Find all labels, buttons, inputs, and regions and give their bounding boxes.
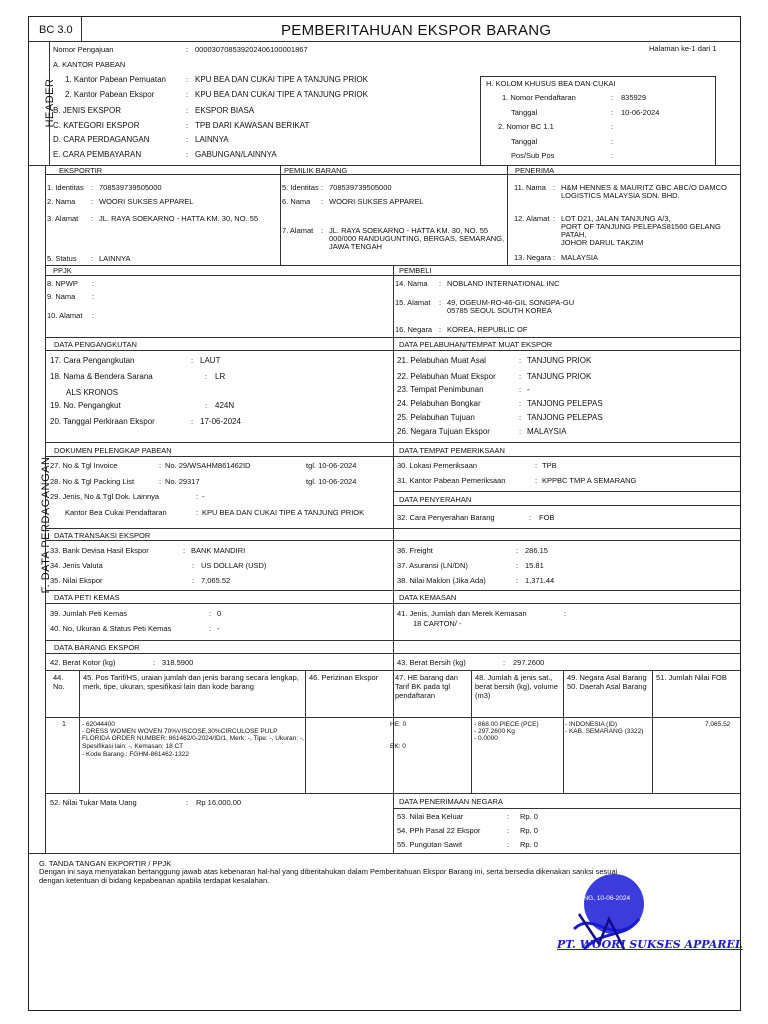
col-46-header: 46. Perizinan Ekspor xyxy=(309,673,379,682)
form-code: BC 3.0 xyxy=(39,24,73,36)
packing-tgl: tgl. 10-06-2024 xyxy=(306,477,357,486)
penerima-negara-value: MALAYSIA xyxy=(561,253,598,262)
signature-stamp-graphic xyxy=(554,869,664,969)
col-49-header: 49. Negara Asal Barang 50. Daerah Asal Barang xyxy=(567,673,647,691)
jumlah-peti-value: 0 xyxy=(217,609,222,618)
negara-tujuan-label: 26. Negara Tujuan Ekspor xyxy=(397,427,490,436)
col-51-header: 51. Jumlah Nilai FOB xyxy=(656,673,727,682)
row-he: HE: 0 xyxy=(390,721,407,728)
pemilik-identitas-label: 5. Identitas xyxy=(282,183,319,192)
berat-bersih-label: 43. Berat Bersih (kg) xyxy=(397,658,466,667)
muat-ekspor-value: TANJUNG PRIOK xyxy=(527,372,592,381)
kategori-ekspor-label: C. KATEGORI EKSPOR xyxy=(53,121,140,130)
bea-keluar-label: 53. Nilai Bea Keluar xyxy=(397,812,464,821)
jumlah-peti-label: 39. Jumlah Peti Kemas xyxy=(50,609,128,618)
company-stamp-text: PT. WOORI SUKSES APPAREL xyxy=(557,938,743,951)
lokasi-periksa-label: 30. Lokasi Pemeriksaan xyxy=(397,461,478,470)
eksportir-status-value: LAINNYA xyxy=(99,254,131,263)
pembeli-title: PEMBELI xyxy=(399,266,432,275)
jenis-ekspor-value: EKSPOR BIASA xyxy=(195,106,255,115)
bank-label: 33. Bank Devisa Hasil Ekspor xyxy=(50,546,149,555)
tanggal2-label: Tanggal xyxy=(511,137,538,146)
pemilik-nama-value: WOORI SUKSES APPAREL xyxy=(329,197,424,206)
nilai-ekspor-label: 35. Nilai Ekspor xyxy=(50,576,103,585)
cara-pembayaran-value: GABUNGAN/LAINNYA xyxy=(195,150,277,159)
penerima-alamat-4: JOHOR DARUL TAKZIM xyxy=(561,238,644,247)
kemasan-title: DATA KEMASAN xyxy=(399,593,457,602)
row-desc: - DRESS WOMEN WOVEN 70%VISCOSE,30%CIRCULOSE PULP FLORIDA ORDER NUMBER: 861462/0-2024/ID/1, Merk: -, Tipe: -, Ukuran: -, Spesifikasi lain: -, Kemasan: 18 CT xyxy=(82,728,304,750)
kantor-section: A. KANTOR PABEAN xyxy=(53,60,126,69)
pemilik-alamat-label: 7. Alamat xyxy=(282,226,314,235)
row-bk: BK: 0 xyxy=(390,743,406,750)
lokasi-periksa-value: TPB xyxy=(542,461,557,470)
cara-serah-value: FOB xyxy=(539,513,555,522)
asuransi-value: 15.81 xyxy=(525,561,544,570)
penerimaan-title: DATA PENERIMAAN NEGARA xyxy=(399,797,503,806)
penimbunan-label: 23. Tempat Penimbunan xyxy=(397,385,484,394)
kantor-pemuatan-label: 1. Kantor Pabean Pemuatan xyxy=(65,75,166,84)
eksportir-title: EKSPORTIR xyxy=(59,166,103,175)
customs-form: BC 3.0 PEMBERITAHUAN EKSPOR BARANG HEADER Nomor Pengajuan : 000030708539202406100001867 Halaman ke-1 dari 1 A. KANTOR PABEAN 1. Kantor Pabean Pemuatan : KPU BEA DAN CUKAI TIPE A TANJUNG PRIOK 2. Kantor Pabean Ekspor : KPU BEA DAN CUKAI TIPE A TANJUNG PRIOK B. JENIS EKSPOR : EKSPOR BIASA C. KATEGORI EKSPOR : TPB DARI KAWASAN BERIKAT D. CARA PERDAGANGAN : LAINNYA E. CARA PEMBAYARAN : GABUNGAN/LAINNYA H. KOLOM KHUSUS BEA DAN CUKAI 1. Nomor Pendaftaran : 835929 Tanggal : 10-06-2024 2. Nomor BC 1.1 : Tanggal : Pos/Sub Pos : EKSPORTIR PEMILIK BARANG PENERIMA 1. Identitas : 708539739505000 2. Nama : WOORI SUKSES APPAREL 3. Alamat : JL. RAYA SOEKARNO - HATTA KM. 30, NO. 55 5. Status : LAINNYA 5. Identitas : 708539739505000 6. Nama : WOORI SUKSES APPAREL 7. Alamat : JL. RAYA SOEKARNO - HATTA KM. 30, NO. 55 000/000 RANDUGUNTING, BERGAS, SEMARANG, JAWA TENGAH 11. Nama : H&M HENNES & MAURITZ GBC ABC/O DAMCO LOGISTICS MALAYSIA SDN. BHD. 12. Alamat : LOT D21, JALAN TANJUNG A/3, PORT OF TANJUNG PELEPAS81560 GELANG PATAH, JOHOR DARUL TAKZIM 13. Negara : MALAYSIA PPJK PEMBELI 8. NPWP : 9. Nama : 10. Alamat : 14. Nama : NOBLAND INTERNATIONAL INC 15. Alamat : 49, OGEUM-RO-46-GIL SONGPA-GU 05785 SEOUL SOUTH KOREA 16. Negara : KOREA, REPUBLIC OF F. DATA PERDAGANGAN DATA PENGANGKUTAN DATA PELABUHAN/TEMPAT MUAT EKSPOR 17. Cara Pengangkutan : LAUT 18. Nama & Bendera Sarana : LR ALS KRONOS 19. No. Pengangkut : 424N 20. Tanggal Perkiraan Ekspor : 17-06-2024 21. Pelabuhan Muat Asal : TANJUNG PRIOK 22. Pelabuhan Muat Ekspor : TANJUNG PRIOK 23. Tempat Penimbunan : - 24. Pelabuhan Bongkar : TANJONG PELEPAS 25. Pelabuhan Tujuan : TANJONG PELEPAS 26. Negara Tujuan Ekspor : MALAYSIA DOKUMEN PELENGKAP PABEAN DATA TEMPAT PEMERIKSAAN 27. No & Tgl Invoice : No. 29/WSAHM861462ID tgl. 10-06-2024 28. No & Tgl Packing List : No. 29317 tgl. 10-06-2024 29. Jenis, No & Tgl Dok. Lainnya : - Kantor Bea Cukai Pendaftaran : KPU BEA DAN CUKAI TIPE A TANJUNG PRIOK 30. Lokasi Pemeriksaan : TPB 31. Kantor Pabean Pemeriksaan : KPPBC TMP A SEMARANG DATA PENYERAHAN 32. Cara Penyerahan Barang : FOB DATA TRANSAKSI EKSPOR 33. Bank Devisa Hasil Ekspor : BANK MANDIRI 34. Jenis Valuta : US DOLLAR (USD) 35. Nilai Ekspor : 7,065.52 36. Freight : 286.15 37. Asuransi (LN/DN) : 15.81 38. Nilai Maklon (Jika Ada) : 1,371.44 DATA PETI KEMAS DATA KEMASAN 39. Jumlah Peti Kemas : 0 40. No, Ukuran & Status Peti Kemas : - 41. Jenis, Jumlah dan Merek Kemasan : 18 CARTON/ - DATA BARANG EKSPOR 42. Berat Kotor (kg) : 318.5900 43. Berat Bersih (kg) : 297.2600 44. No. 45. Pos Tarif/HS, uraian jumlah dan jenis barang secara lengkap, merk, tipe, ukuran, spesifikasi lain dan kode barang 46. Perizinan Ekspor 47. HE barang dan Tarif BK pada tgl pendaftaran 48. Jumlah & jenis sat., berat bersih (kg), volume (m3) 49. Negara Asal Barang 50. Daerah Asal Barang 51. Jumlah Nilai FOB 1 - 62044400 - DRESS WOMEN WOVEN 70%VISCOSE,30%CIRCULOSE PULP FLORIDA ORDER NUMBER: 861462/0-2024/ID/1, Merk: -, Tipe: -, Ukuran: -, Spesifikasi lain: -, Kemasan: 18 CT - Kode Barang : FGHM-861462-1322 HE: 0 BK: 0 - 868.00 PIECE (PCE) - 297.2600 Kg - 0.0000 - INDONESIA (ID) - KAB. SEMARANG (3322) 7,065.52 52. Nilai Tukar Mata Uang : Rp 16,000.00 DATA PENERIMAAN NEGARA 53. Nilai Bea Keluar : Rp. 0 54. PPh Pasal 22 Ekspor : Rp. 0 55. Pungutan Sawit : Rp. 0 G. TANDA TANGAN EKPORTIR / PPJK Dengan ini saya menyatakan bertanggung jawab atas kebenaran hal-hal yang diberitahukan dalam Pemberitahuan Ekspor Barang ini, serta bersedia dikenakan sanksi sesuai dengan ketentuan di bidang kepabeanan apabila terdapat kesalahan. SEMARANG, 10-06-2024 PT. WOORI SUKSES APPAREL xyxy=(28,16,741,1011)
penerima-nama-2: LOGISTICS MALAYSIA SDN. BHD. xyxy=(561,191,680,200)
cara-perdagangan-value: LAINNYA xyxy=(195,135,229,144)
tanggal1-value: 10-06-2024 xyxy=(621,108,660,117)
kemasan-value: 18 CARTON/ - xyxy=(413,619,462,628)
pemilik-alamat-3: JAWA TENGAH xyxy=(329,242,383,251)
nomor-pengajuan-value: 000030708539202406100001867 xyxy=(195,45,308,54)
kemasan-label: 41. Jenis, Jumlah dan Merek Kemasan xyxy=(397,609,527,618)
pemilik-nama-label: 6. Nama xyxy=(282,197,311,206)
kurs-label: 52. Nilai Tukar Mata Uang xyxy=(50,798,137,807)
asuransi-label: 37. Asuransi (LN/DN) xyxy=(397,561,468,570)
eksportir-identitas-value: 708539739505000 xyxy=(99,183,162,192)
ppjk-title: PPJK xyxy=(53,266,72,275)
row-no: 1 xyxy=(62,721,66,728)
kantor-daftar-value: KPU BEA DAN CUKAI TIPE A TANJUNG PRIOK xyxy=(202,508,365,517)
tgl-ekspor-value: 17-06-2024 xyxy=(200,417,241,426)
eksportir-nama-value: WOORI SUKSES APPAREL xyxy=(99,197,194,206)
penerima-alamat-label: 12. Alamat xyxy=(514,214,550,223)
cara-pembayaran-label: E. CARA PEMBAYARAN xyxy=(53,150,142,159)
transaksi-title: DATA TRANSAKSI EKSPOR xyxy=(54,531,151,540)
dok-lain-label: 29. Jenis, No & Tgl Dok. Lainnya xyxy=(50,492,160,501)
penerima-negara-label: 13. Negara xyxy=(514,253,552,262)
pelabuhan-title: DATA PELABUHAN/TEMPAT MUAT EKSPOR xyxy=(399,340,553,349)
penyerahan-title: DATA PENYERAHAN xyxy=(399,495,472,504)
pemilik-alamat-2: 000/000 RANDUGUNTING, BERGAS, SEMARANG, xyxy=(329,234,505,243)
pph-label: 54. PPh Pasal 22 Ekspor xyxy=(397,826,481,835)
kantor-periksa-value: KPPBC TMP A SEMARANG xyxy=(542,476,637,485)
bea-keluar-value: Rp. 0 xyxy=(520,812,538,821)
ttd-text: Dengan ini saya menyatakan bertanggung jawab atas kebenaran hal-hal yang diberitahukan dalam Pemberitahuan Ekspor Barang ini, serta bersedia dikenakan sanksi sesuai dengan ketentuan di bidang kepabeanan apabila terdapat kesalahan. xyxy=(39,867,618,886)
no-pengangkut-label: 19. No. Pengangkut xyxy=(50,401,121,410)
jenis-ekspor-label: B. JENIS EKSPOR xyxy=(53,106,122,115)
tujuan-label: 25. Pelabuhan Tujuan xyxy=(397,413,475,422)
cara-perdagangan-label: D. CARA PERDAGANGAN xyxy=(53,135,150,144)
invoice-tgl: tgl. 10-06-2024 xyxy=(306,461,357,470)
nama-sarana-label: 18. Nama & Bendera Sarana xyxy=(50,372,153,381)
penerima-alamat-2: PORT OF TANJUNG PELEPAS81560 GELANG xyxy=(561,222,721,231)
pendaftaran-label: 1. Nomor Pendaftaran xyxy=(502,93,576,102)
row-negara: - INDONESIA (ID) xyxy=(565,721,618,728)
invoice-no: No. 29/WSAHM861462ID xyxy=(165,461,251,470)
eksportir-identitas-label: 1. Identitas xyxy=(47,183,84,192)
berat-kotor-value: 318.5900 xyxy=(162,658,194,667)
invoice-label: 27. No & Tgl Invoice xyxy=(50,461,118,470)
tujuan-value: TANJONG PELEPAS xyxy=(527,413,603,422)
eksportir-alamat-value: JL. RAYA SOEKARNO - HATTA KM. 30, NO. 55 xyxy=(99,214,259,223)
valuta-label: 34. Jenis Valuta xyxy=(50,561,103,570)
maklon-label: 38. Nilai Maklon (Jika Ada) xyxy=(397,576,486,585)
kantor-ekspor-value: KPU BEA DAN CUKAI TIPE A TANJUNG PRIOK xyxy=(195,90,368,99)
f-section-label: F. DATA PERDAGANGAN xyxy=(40,456,52,594)
pembeli-alamat-2: 05785 SEOUL SOUTH KOREA xyxy=(447,306,552,315)
penerima-nama-label: 11. Nama xyxy=(514,183,546,192)
kantor-periksa-label: 31. Kantor Pabean Pemeriksaan xyxy=(397,476,506,485)
no-peti-value: - xyxy=(217,624,220,633)
dokumen-title: DOKUMEN PELENGKAP PABEAN xyxy=(54,446,172,455)
penerima-alamat-3: PATAH, xyxy=(561,230,587,239)
ppjk-npwp-label: 8. NPWP xyxy=(47,279,78,288)
row-kode: - Kode Barang : FGHM-861462-1322 xyxy=(82,751,189,758)
sarana-name: ALS KRONOS xyxy=(66,388,119,397)
bongkar-label: 24. Pelabuhan Bongkar xyxy=(397,399,481,408)
row-vol: - 0.0000 xyxy=(474,735,498,742)
pembeli-alamat-label: 15. Alamat xyxy=(395,298,431,307)
pembeli-negara-value: KOREA, REPUBLIC OF xyxy=(447,325,528,334)
nomor-pengajuan-label: Nomor Pengajuan xyxy=(53,45,114,54)
pengangkutan-title: DATA PENGANGKUTAN xyxy=(54,340,137,349)
ppjk-alamat-label: 10. Alamat xyxy=(47,311,83,320)
pembeli-alamat-1: 49, OGEUM-RO-46-GIL SONGPA-GU xyxy=(447,298,575,307)
pemilik-identitas-value: 708539739505000 xyxy=(329,183,392,192)
col-45-header: 45. Pos Tarif/HS, uraian jumlah dan jenis barang secara lengkap, merk, tipe, ukuran, spesifikasi lain dan kode barang xyxy=(83,673,299,691)
berat-kotor-label: 42. Berat Kotor (kg) xyxy=(50,658,116,667)
packing-no: No. 29317 xyxy=(165,477,200,486)
cara-serah-label: 32. Cara Penyerahan Barang xyxy=(397,513,495,522)
packing-label: 28. No & Tgl Packing List xyxy=(50,477,135,486)
ttd-title: G. TANDA TANGAN EKPORTIR / PPJK xyxy=(39,859,172,868)
eksportir-status-label: 5. Status xyxy=(47,254,77,263)
bc11-label: 2. Nomor BC 1.1 xyxy=(498,122,554,131)
header-section-label: HEADER xyxy=(44,78,56,128)
col-47-header: 47. HE barang dan Tarif BK pada tgl pendaftaran xyxy=(395,673,458,700)
muat-asal-label: 21. Pelabuhan Muat Asal xyxy=(397,356,486,365)
no-pengangkut-value: 424N xyxy=(215,401,235,410)
row-daerah: - KAB. SEMARANG (3322) xyxy=(565,728,644,735)
negara-tujuan-value: MALAYSIA xyxy=(527,427,567,436)
row-fob: 7,065.52 xyxy=(705,721,731,728)
nilai-ekspor-value: 7,065.52 xyxy=(201,576,231,585)
pembeli-nama-label: 14. Nama xyxy=(395,279,428,288)
sawit-value: Rp. 0 xyxy=(520,840,538,849)
pemilik-title: PEMILIK BARANG xyxy=(284,166,348,175)
tgl-ekspor-label: 20. Tanggal Perkiraan Ekspor xyxy=(50,417,155,426)
sawit-label: 55. Pungutan Sawit xyxy=(397,840,463,849)
valuta-value: US DOLLAR (USD) xyxy=(201,561,267,570)
cara-angkut-label: 17. Cara Pengangkutan xyxy=(50,356,135,365)
peti-title: DATA PETI KEMAS xyxy=(54,593,120,602)
row-qty: - 868.00 PIECE (PCE) xyxy=(474,721,539,728)
kantor-ekspor-label: 2. Kantor Pabean Ekspor xyxy=(65,90,155,99)
pemeriksaan-title: DATA TEMPAT PEMERIKSAAN xyxy=(399,446,505,455)
no-peti-label: 40. No, Ukuran & Status Peti Kemas xyxy=(50,624,172,633)
kantor-pemuatan-value: KPU BEA DAN CUKAI TIPE A TANJUNG PRIOK xyxy=(195,75,368,84)
pph-value: Rp. 0 xyxy=(520,826,538,835)
page-title: PEMBERITAHUAN EKSPOR BARANG xyxy=(281,22,552,39)
barang-title: DATA BARANG EKSPOR xyxy=(54,643,140,652)
maklon-value: 1,371.44 xyxy=(525,576,555,585)
dok-lain-value: - xyxy=(202,492,205,501)
bank-value: BANK MANDIRI xyxy=(191,546,246,555)
tanggal1-label: Tanggal xyxy=(511,108,538,117)
nama-sarana-value: LR xyxy=(215,372,226,381)
bongkar-value: TANJONG PELEPAS xyxy=(527,399,603,408)
muat-ekspor-label: 22. Pelabuhan Muat Ekspor xyxy=(397,372,496,381)
cara-angkut-value: LAUT xyxy=(200,356,221,365)
page-number: Halaman ke-1 dari 1 xyxy=(649,44,717,53)
pos-label: Pos/Sub Pos xyxy=(511,151,555,160)
ttd-place-date: SEMARANG, 10-06-2024 xyxy=(556,895,631,902)
row-berat: - 297.2600 Kg xyxy=(474,728,515,735)
col-48-header: 48. Jumlah & jenis sat., berat bersih (kg), volume (m3) xyxy=(475,673,558,700)
penerima-nama-1: H&M HENNES & MAURITZ GBC ABC/O DAMCO xyxy=(561,183,727,192)
pendaftaran-value: 835929 xyxy=(621,93,647,102)
row-hs: - 62044400 xyxy=(82,721,115,728)
muat-asal-value: TANJUNG PRIOK xyxy=(527,356,592,365)
penimbunan-value: - xyxy=(527,385,530,394)
freight-value: 286.15 xyxy=(525,546,548,555)
eksportir-nama-label: 2. Nama xyxy=(47,197,76,206)
berat-bersih-value: 297.2600 xyxy=(513,658,545,667)
kurs-value: Rp 16,000.00 xyxy=(196,798,242,807)
freight-label: 36. Freight xyxy=(397,546,433,555)
pembeli-negara-label: 16. Negara xyxy=(395,325,433,334)
bea-cukai-title: H. KOLOM KHUSUS BEA DAN CUKAI xyxy=(486,79,616,88)
eksportir-alamat-label: 3. Alamat xyxy=(47,214,79,223)
pembeli-nama-value: NOBLAND INTERNATIONAL INC xyxy=(447,279,560,288)
kantor-daftar-label: Kantor Bea Cukai Pendaftaran xyxy=(65,508,167,517)
col-44-header: 44. No. xyxy=(53,673,65,691)
penerima-title: PENERIMA xyxy=(515,166,555,175)
penerima-alamat-1: LOT D21, JALAN TANJUNG A/3, xyxy=(561,214,671,223)
pemilik-alamat-1: JL. RAYA SOEKARNO - HATTA KM. 30, NO. 55 xyxy=(329,226,489,235)
kategori-ekspor-value: TPB DARI KAWASAN BERIKAT xyxy=(195,121,310,130)
ppjk-nama-label: 9. Nama xyxy=(47,292,76,301)
